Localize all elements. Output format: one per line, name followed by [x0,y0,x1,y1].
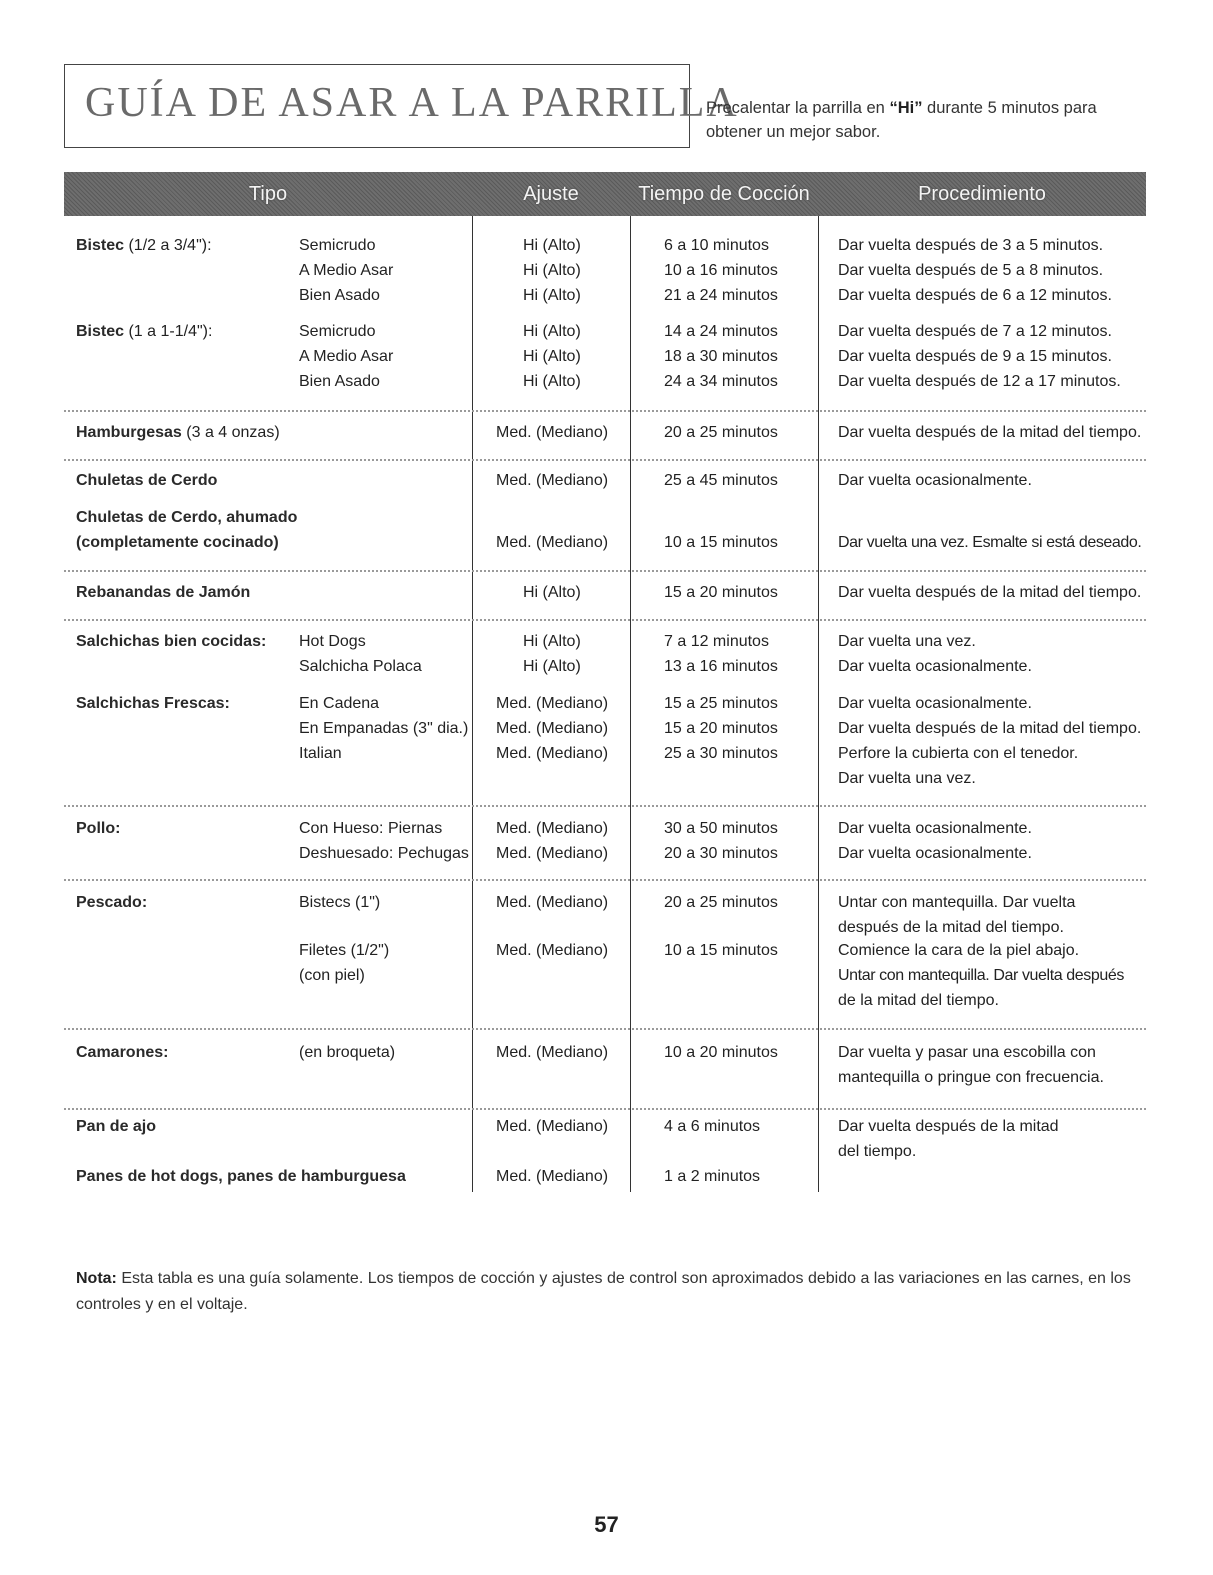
cook-time: 25 a 45 minutos [664,472,778,489]
procedure: Dar vuelta ocasionalmente. [838,820,1032,837]
intro-text [706,96,1146,144]
page-number: 57 [594,1512,619,1537]
subtype: (con piel) [299,967,365,984]
header-tipo: Tipo [248,183,288,205]
procedure: Dar vuelta después de 3 a 5 minutos. [838,237,1104,254]
setting: Med. (Mediano) [496,894,609,911]
setting: Med. (Mediano) [496,1044,609,1061]
row-label: Panes de hot dogs, panes de hamburguesa [76,1168,406,1185]
row-label [76,319,212,344]
setting: Hi (Alto) [523,323,581,340]
cook-time: 10 a 15 minutos [664,534,778,551]
setting: Hi (Alto) [523,584,581,601]
setting: Hi (Alto) [523,262,581,279]
header-ajuste: Ajuste [523,183,579,205]
subtype: Italian [299,745,342,762]
procedure: Dar vuelta después de la mitad [838,1118,1059,1135]
setting: Med. (Mediano) [496,720,609,737]
procedure: del tiempo. [838,1143,917,1160]
procedure: Perfore la cubierta con el tenedor. [838,745,1079,762]
subtype: Bien Asado [299,287,380,304]
row-label: Pollo: [76,820,121,837]
row-separator [64,459,1146,461]
row-label [76,233,212,258]
subtype: En Cadena [299,695,380,712]
procedure: mantequilla o pringue con frecuencia. [838,1069,1104,1086]
note-text: Esta tabla es una guía solamente. Los tiempos de cocción y ajustes de control son aproximados debido a las variaciones en las carnes, en los controles y en el voltaje. [76,1270,1131,1313]
row-label: Chuletas de Cerdo, ahumado [76,509,298,526]
page-title: GUÍA DE ASAR A LA PARRILLA [85,80,739,126]
note-label: Nota: [76,1270,117,1287]
setting: Hi (Alto) [523,287,581,304]
procedure: Dar vuelta ocasionalmente. [838,695,1032,712]
row-label-rest: (1 a 1-1/4"): [124,323,213,340]
cook-time: 13 a 16 minutos [664,658,778,675]
setting: Med. (Mediano) [496,1118,609,1135]
cook-time: 10 a 16 minutos [664,262,778,279]
row-separator [64,879,1146,881]
cook-time: 7 a 12 minutos [664,633,769,650]
procedure: Dar vuelta y pasar una escobilla con [838,1044,1096,1061]
row-separator [64,1028,1146,1030]
row-label [76,420,280,445]
cook-time: 4 a 6 minutos [664,1118,761,1135]
setting: Hi (Alto) [523,348,581,365]
procedure: Dar vuelta ocasionalmente. [838,658,1032,675]
row-label-bold: Bistec [76,323,125,340]
procedure: Dar vuelta una vez. [838,633,976,650]
row-label: Rebanandas de Jamón [76,584,251,601]
row-separator [64,805,1146,807]
cook-time: 24 a 34 minutos [664,373,778,390]
subtype: Bien Asado [299,373,380,390]
procedure: Dar vuelta ocasionalmente. [838,845,1032,862]
cook-time: 21 a 24 minutos [664,287,778,304]
procedure: Dar vuelta después de 7 a 12 minutos. [838,323,1112,340]
column-divider [818,216,819,1192]
procedure: de la mitad del tiempo. [838,992,999,1009]
setting: Med. (Mediano) [496,472,609,489]
procedure: Dar vuelta después de la mitad del tiempo. [838,720,1142,737]
procedure: Dar vuelta ocasionalmente. [838,472,1032,489]
cook-time: 15 a 25 minutos [664,695,778,712]
cook-time: 15 a 20 minutos [664,720,778,737]
table-header [64,172,1146,216]
subtype: Semicrudo [299,323,376,340]
intro-pre: Precalentar la parrilla en [706,99,890,117]
cook-time: 20 a 25 minutos [664,424,778,441]
row-label-rest: (1/2 a 3/4"): [124,237,212,254]
procedure: Untar con mantequilla. Dar vuelta [838,894,1076,911]
title-box [64,64,739,148]
setting: Hi (Alto) [523,658,581,675]
procedure: Dar vuelta después de 6 a 12 minutos. [838,287,1112,304]
setting: Med. (Mediano) [496,845,609,862]
setting: Hi (Alto) [523,373,581,390]
row-label: Chuletas de Cerdo [76,472,218,489]
procedure: Dar vuelta después de 12 a 17 minutos. [838,373,1121,390]
procedure: Untar con mantequilla. Dar vuelta después [838,967,1124,984]
row-label-bold: Bistec [76,237,125,254]
row-label: (completamente cocinado) [76,534,279,551]
procedure: Dar vuelta después de la mitad del tiempo. [838,424,1142,441]
setting: Med. (Mediano) [496,695,609,712]
row-label: Pescado: [76,894,148,911]
procedure: Dar vuelta una vez. [838,770,976,787]
subtype: Hot Dogs [299,633,366,650]
subtype: Filetes (1/2") [299,942,390,959]
cook-time: 15 a 20 minutos [664,584,778,601]
cook-time: 1 a 2 minutos [664,1168,761,1185]
setting: Med. (Mediano) [496,534,609,551]
subtype: (en broqueta) [299,1044,396,1061]
procedure: después de la mitad del tiempo. [838,919,1064,936]
cook-time: 10 a 15 minutos [664,942,778,959]
cook-time: 20 a 30 minutos [664,845,778,862]
row-label: Camarones: [76,1044,169,1061]
subtype: A Medio Asar [299,262,394,279]
cook-time: 10 a 20 minutos [664,1044,778,1061]
setting: Hi (Alto) [523,237,581,254]
subtype: Bistecs (1") [299,894,381,911]
intro-hi: “Hi” [889,99,923,117]
column-divider [630,216,631,1192]
procedure: Dar vuelta después de 9 a 15 minutos. [838,348,1112,365]
subtype: Semicrudo [299,237,376,254]
subtype: En Empanadas (3" dia.) [299,720,469,737]
row-label: Salchichas bien cocidas: [76,633,267,650]
subtype: Salchicha Polaca [299,658,422,675]
header-procedimiento: Procedimiento [918,183,1046,205]
setting: Hi (Alto) [523,633,581,650]
subtype: Con Hueso: Piernas [299,820,443,837]
row-label: Pan de ajo [76,1118,157,1135]
procedure: Dar vuelta una vez. Esmalte si está deseado. [838,534,1142,551]
cook-time: 14 a 24 minutos [664,323,778,340]
footnote [76,1266,1146,1318]
row-separator [64,570,1146,572]
setting: Med. (Mediano) [496,745,609,762]
row-label-rest: (3 a 4 onzas) [181,424,280,441]
setting: Med. (Mediano) [496,1168,609,1185]
header-tiempo: Tiempo de Cocción [638,183,810,205]
procedure: Dar vuelta después de 5 a 8 minutos. [838,262,1104,279]
cook-time: 30 a 50 minutos [664,820,778,837]
subtype: Deshuesado: Pechugas [299,845,469,862]
cook-time: 20 a 25 minutos [664,894,778,911]
cook-time: 6 a 10 minutos [664,237,769,254]
column-divider [472,216,473,1192]
cook-time: 18 a 30 minutos [664,348,778,365]
procedure: Dar vuelta después de la mitad del tiempo. [838,584,1142,601]
subtype: A Medio Asar [299,348,394,365]
row-label-bold: Hamburgesas [76,424,182,441]
intro-post: durante 5 minutos para obtener un mejor sabor. [706,99,1097,141]
cook-time: 25 a 30 minutos [664,745,778,762]
row-separator [64,1108,1146,1110]
setting: Med. (Mediano) [496,424,609,441]
setting: Med. (Mediano) [496,820,609,837]
row-separator [64,410,1146,412]
row-separator [64,619,1146,621]
setting: Med. (Mediano) [496,942,609,959]
procedure: Comience la cara de la piel abajo. [838,942,1080,959]
row-label: Salchichas Frescas: [76,695,230,712]
